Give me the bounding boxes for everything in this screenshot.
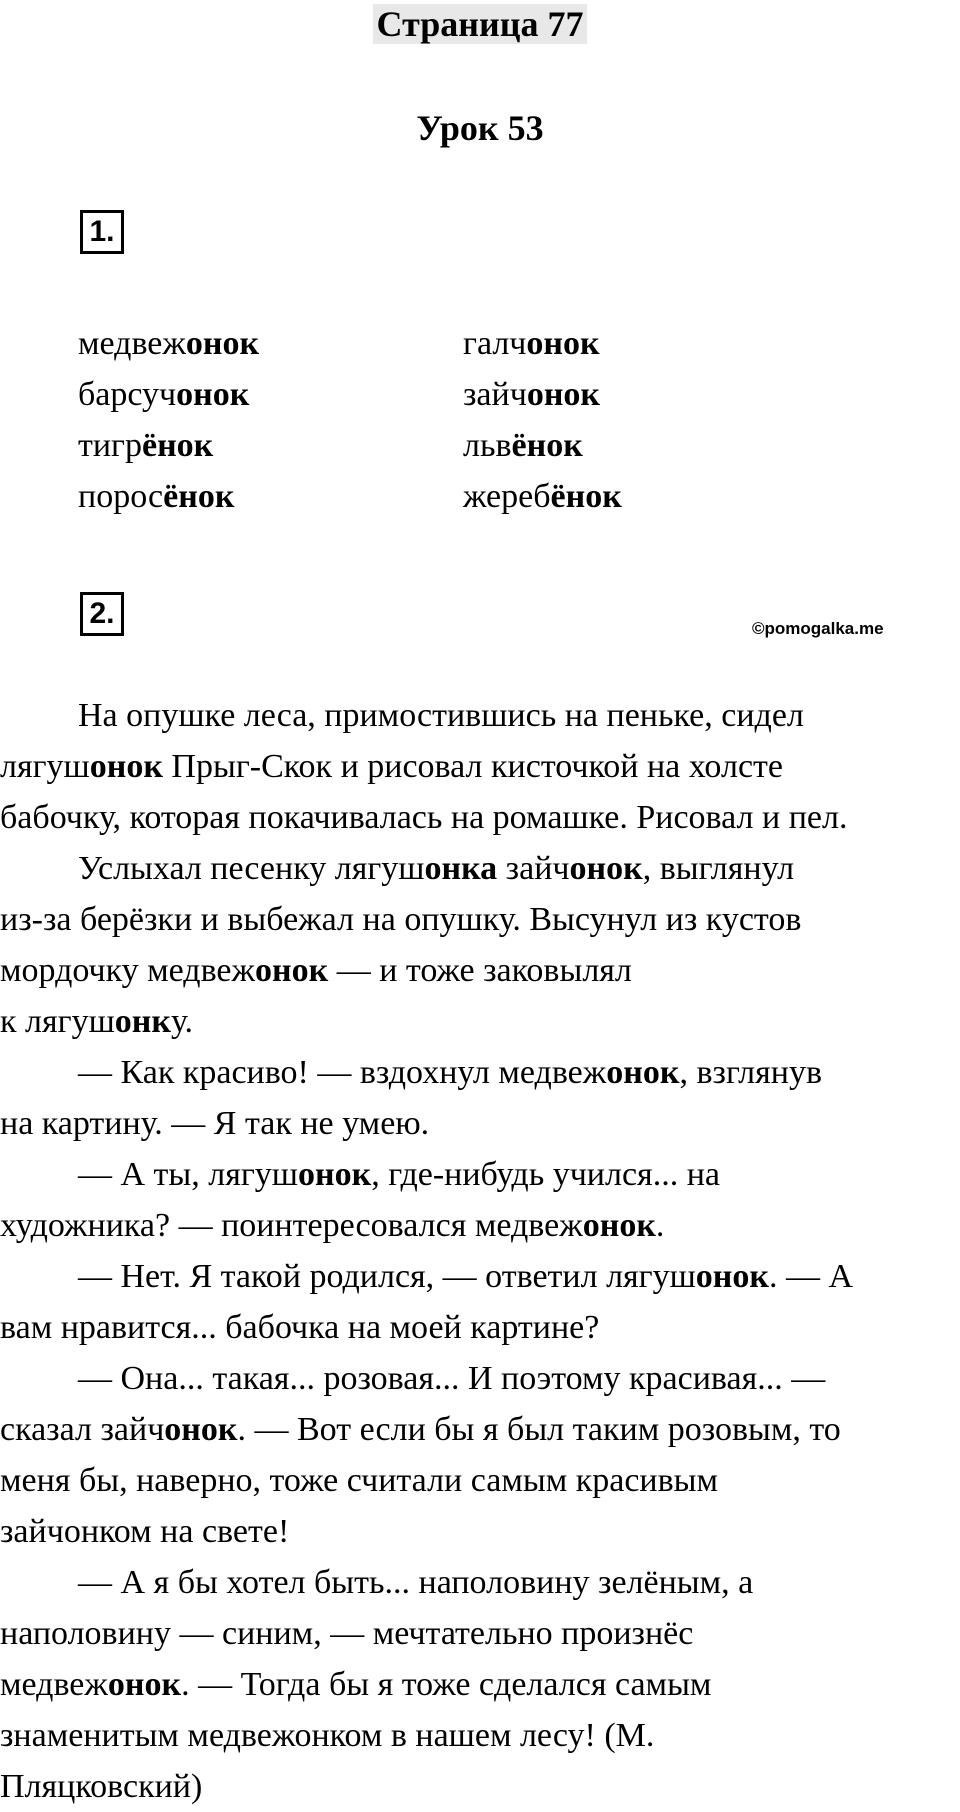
text-fragment: , выглянул — [642, 850, 795, 887]
text-fragment: , взглянув — [679, 1054, 823, 1091]
text-fragment: Услыхал песенку лягуш — [78, 850, 425, 887]
story-line — [0, 1506, 960, 1557]
suffix-highlight: онок — [695, 1258, 769, 1295]
suffix-highlight: онок — [107, 1666, 182, 1703]
story-line — [0, 1047, 960, 1098]
word-suffix: онок — [176, 376, 250, 413]
text-fragment: Прыг-Скок и рисовал кисточкой на холсте — [162, 748, 783, 785]
text-fragment: из-за берёзки и выбежал на опушку. Высунул из кустов — [0, 901, 802, 938]
story-line — [0, 1659, 960, 1710]
word-root: жереб — [463, 478, 551, 515]
story-line — [0, 945, 960, 996]
word-item — [78, 369, 259, 420]
story-line — [0, 741, 960, 792]
word-suffix: ёнок — [550, 478, 622, 515]
suffix-highlight: онок — [582, 1207, 656, 1244]
story-line — [0, 1251, 960, 1302]
text-fragment: наполовину — синим, — мечтательно произнёс — [0, 1615, 694, 1652]
word-item — [463, 471, 622, 522]
word-root: порос — [78, 478, 164, 515]
text-fragment: . — Вот если бы я был таким розовым, то — [237, 1411, 841, 1448]
word-suffix: онок — [526, 376, 601, 413]
text-fragment: зайч — [497, 850, 570, 887]
text-fragment: на картину. — Я так не умею. — [0, 1105, 430, 1142]
text-fragment: меня бы, наверно, тоже считали самым красивым — [0, 1462, 719, 1499]
word-item — [78, 420, 259, 471]
suffix-highlight: онк — [114, 1003, 171, 1040]
story-line — [0, 1455, 960, 1506]
word-suffix: онок — [185, 325, 260, 362]
text-fragment: бабочку, которая покачивалась на ромашке. Рисовал и пел. — [0, 799, 848, 836]
word-suffix: онок — [526, 325, 600, 362]
story-line — [0, 1353, 960, 1404]
story-line — [0, 1404, 960, 1455]
word-root: льв — [463, 427, 512, 464]
word-item — [463, 369, 622, 420]
word-root: барсуч — [78, 376, 177, 413]
text-fragment: вам нравится... бабочка на моей картине? — [0, 1309, 600, 1346]
suffix-highlight: онок — [255, 952, 329, 989]
story-line — [0, 1098, 960, 1149]
task-2-number: 2. — [80, 592, 124, 636]
text-fragment: — и тоже заковылял — [328, 952, 632, 989]
text-fragment: лягуш — [0, 748, 90, 785]
text-fragment: . — [655, 1207, 665, 1244]
word-item — [463, 318, 622, 369]
text-fragment: у. — [170, 1003, 194, 1040]
text-fragment: зайчонком на свете! — [0, 1513, 290, 1550]
suffix-highlight: онок — [89, 748, 163, 785]
text-fragment: — А ты, лягуш — [78, 1156, 298, 1193]
word-list-right — [463, 318, 622, 522]
word-item — [78, 318, 259, 369]
suffix-highlight: онка — [424, 850, 498, 887]
text-fragment: , где-нибудь учился... на — [371, 1156, 720, 1193]
text-fragment: — Нет. Я такой родился, — ответил лягуш — [78, 1258, 696, 1295]
suffix-highlight: онок — [298, 1156, 372, 1193]
text-fragment: — Как красиво! — вздохнул медвеж — [78, 1054, 607, 1091]
word-suffix: ёнок — [142, 427, 214, 464]
story-line — [0, 1149, 960, 1200]
word-list-left — [78, 318, 259, 522]
story-line — [0, 1761, 960, 1812]
text-fragment: — А я бы хотел быть... наполовину зелёным, а — [78, 1564, 754, 1601]
story-line — [0, 996, 960, 1047]
story-line — [0, 1557, 960, 1608]
text-fragment: — Она... такая... розовая... И поэтому красивая... — — [78, 1360, 826, 1397]
word-suffix: ёнок — [511, 427, 583, 464]
suffix-highlight: онок — [164, 1411, 238, 1448]
word-root: зайч — [463, 376, 527, 413]
story-line — [0, 1200, 960, 1251]
word-item — [463, 420, 622, 471]
word-suffix: ёнок — [163, 478, 235, 515]
story-line — [0, 792, 960, 843]
task-1-number: 1. — [80, 210, 124, 254]
text-fragment: мордочку медвеж — [0, 952, 256, 989]
story-line — [0, 1710, 960, 1761]
page-title: Страница 77 — [0, 2, 960, 46]
text-fragment: к лягуш — [0, 1003, 115, 1040]
story-line — [0, 1608, 960, 1659]
text-fragment: . — Тогда бы я тоже сделался самым — [181, 1666, 712, 1703]
suffix-highlight: онок — [569, 850, 643, 887]
copyright-watermark: ©pomogalka.me — [752, 619, 884, 638]
text-fragment: Пляцковский) — [0, 1768, 203, 1805]
story-line — [0, 1302, 960, 1353]
story-line — [0, 843, 960, 894]
word-item — [78, 471, 259, 522]
word-root: медвеж — [78, 325, 186, 362]
text-fragment: художника? — поинтересовался медвеж — [0, 1207, 583, 1244]
story-line — [0, 894, 960, 945]
lesson-title: Урок 53 — [416, 108, 544, 148]
text-fragment: знаменитым медвежонком в нашем лесу! (М. — [0, 1717, 655, 1754]
text-fragment: сказал зайч — [0, 1411, 165, 1448]
story-line — [0, 690, 960, 741]
text-fragment: медвеж — [0, 1666, 108, 1703]
text-fragment: На опушке леса, примостившись на пеньке, сидел — [78, 697, 804, 734]
story-text — [0, 690, 960, 1812]
text-fragment: . — А — [768, 1258, 854, 1295]
suffix-highlight: онок — [606, 1054, 680, 1091]
word-root: галч — [463, 325, 527, 362]
word-root: тигр — [78, 427, 142, 464]
